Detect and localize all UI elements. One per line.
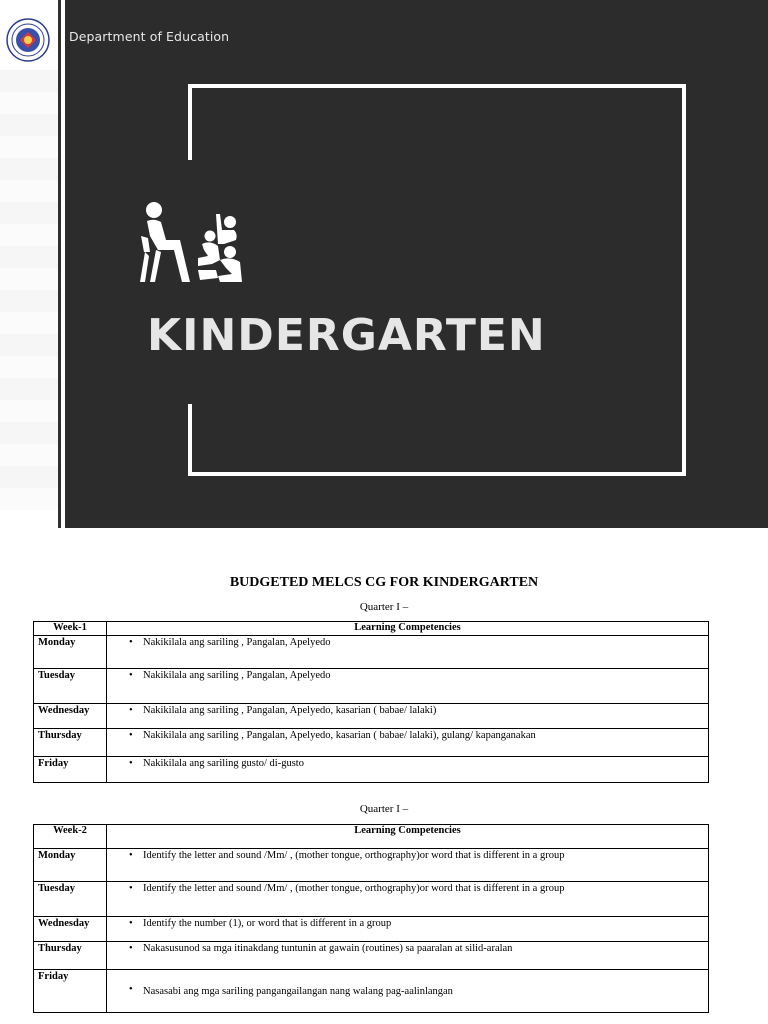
competency-text: Nakikilala ang sariling , Pangalan, Apelyedo xyxy=(143,637,331,648)
competency-text: Nasasabi ang mga sariling pangangailangan nang walang pag-aalinlangan xyxy=(143,986,453,997)
day-cell: Thursday xyxy=(34,942,107,970)
competency-text: Identify the letter and sound /Mm/ , (mother tongue, orthography)or word that is different in a group xyxy=(143,883,565,894)
bullet-icon: • xyxy=(129,883,133,894)
competency-text: Nakikilala ang sariling , Pangalan, Apelyedo xyxy=(143,670,331,681)
week-header: Week-1 xyxy=(34,622,107,636)
table-row xyxy=(34,729,709,757)
quarter-label: Quarter I – xyxy=(359,803,409,815)
competency-text: Identify the letter and sound /Mm/ , (mother tongue, orthography)or word that is different in a group xyxy=(143,850,565,861)
week1-competency-table xyxy=(33,621,709,783)
table-row xyxy=(34,882,709,917)
competency-text: Nakikilala ang sariling gusto/ di-gusto xyxy=(143,758,304,769)
competency-cell xyxy=(107,882,709,917)
day-cell: Friday xyxy=(34,757,107,783)
competency-cell xyxy=(107,704,709,729)
bullet-icon: • xyxy=(129,943,133,954)
competency-cell xyxy=(107,970,709,1013)
table-row xyxy=(34,849,709,882)
table-row xyxy=(34,669,709,704)
competency-cell xyxy=(107,917,709,942)
day-cell: Tuesday xyxy=(34,669,107,704)
day-cell: Tuesday xyxy=(34,882,107,917)
cover-frame xyxy=(188,84,686,476)
bullet-icon: • xyxy=(129,705,133,716)
competency-text: Nakasusunod sa mga itinakdang tuntunin at gawain (routines) sa paaralan at silid-aralan xyxy=(143,943,513,954)
day-cell: Wednesday xyxy=(34,917,107,942)
teacher-with-children-icon xyxy=(136,200,244,286)
day-cell: Monday xyxy=(34,636,107,669)
day-cell: Monday xyxy=(34,849,107,882)
week-header: Week-2 xyxy=(34,825,107,849)
week2-competency-table xyxy=(33,824,709,1013)
bullet-icon: • xyxy=(129,730,133,741)
competency-text: Identify the number (1), or word that is different in a group xyxy=(143,918,392,929)
document-title: BUDGETED MELCS CG FOR KINDERGARTEN xyxy=(229,575,539,590)
table-row xyxy=(34,704,709,729)
bullet-icon: • xyxy=(129,670,133,681)
table-row xyxy=(34,917,709,942)
organization-name: Department of Education xyxy=(69,29,230,44)
bullet-icon: • xyxy=(129,637,133,648)
day-cell: Wednesday xyxy=(34,704,107,729)
competency-text: Nakikilala ang sariling , Pangalan, Apelyedo, kasarian ( babae/ lalaki) xyxy=(143,705,437,716)
bullet-icon: • xyxy=(129,850,133,861)
table-row xyxy=(34,970,709,1013)
competency-text: Nakikilala ang sariling , Pangalan, Apelyedo, kasarian ( babae/ lalaki), gulang/ kapanganakan xyxy=(143,730,536,741)
bullet-icon: • xyxy=(129,758,133,769)
table-row xyxy=(34,942,709,970)
competencies-header: Learning Competencies xyxy=(107,622,709,636)
day-cell: Friday xyxy=(34,970,107,1013)
left-margin-strip xyxy=(0,0,58,528)
competency-cell xyxy=(107,636,709,669)
cover-title: KINDERGARTEN xyxy=(147,310,546,361)
competency-cell xyxy=(107,849,709,882)
bullet-icon: • xyxy=(129,918,133,929)
table-row xyxy=(34,636,709,669)
competency-cell xyxy=(107,729,709,757)
competencies-header: Learning Competencies xyxy=(107,825,709,849)
competency-cell xyxy=(107,757,709,783)
table-row xyxy=(34,757,709,783)
competency-cell xyxy=(107,942,709,970)
competency-cell xyxy=(107,669,709,704)
quarter-label: Quarter I – xyxy=(359,601,409,613)
day-cell: Thursday xyxy=(34,729,107,757)
bullet-icon: • xyxy=(129,984,133,995)
deped-seal-icon xyxy=(6,18,50,62)
